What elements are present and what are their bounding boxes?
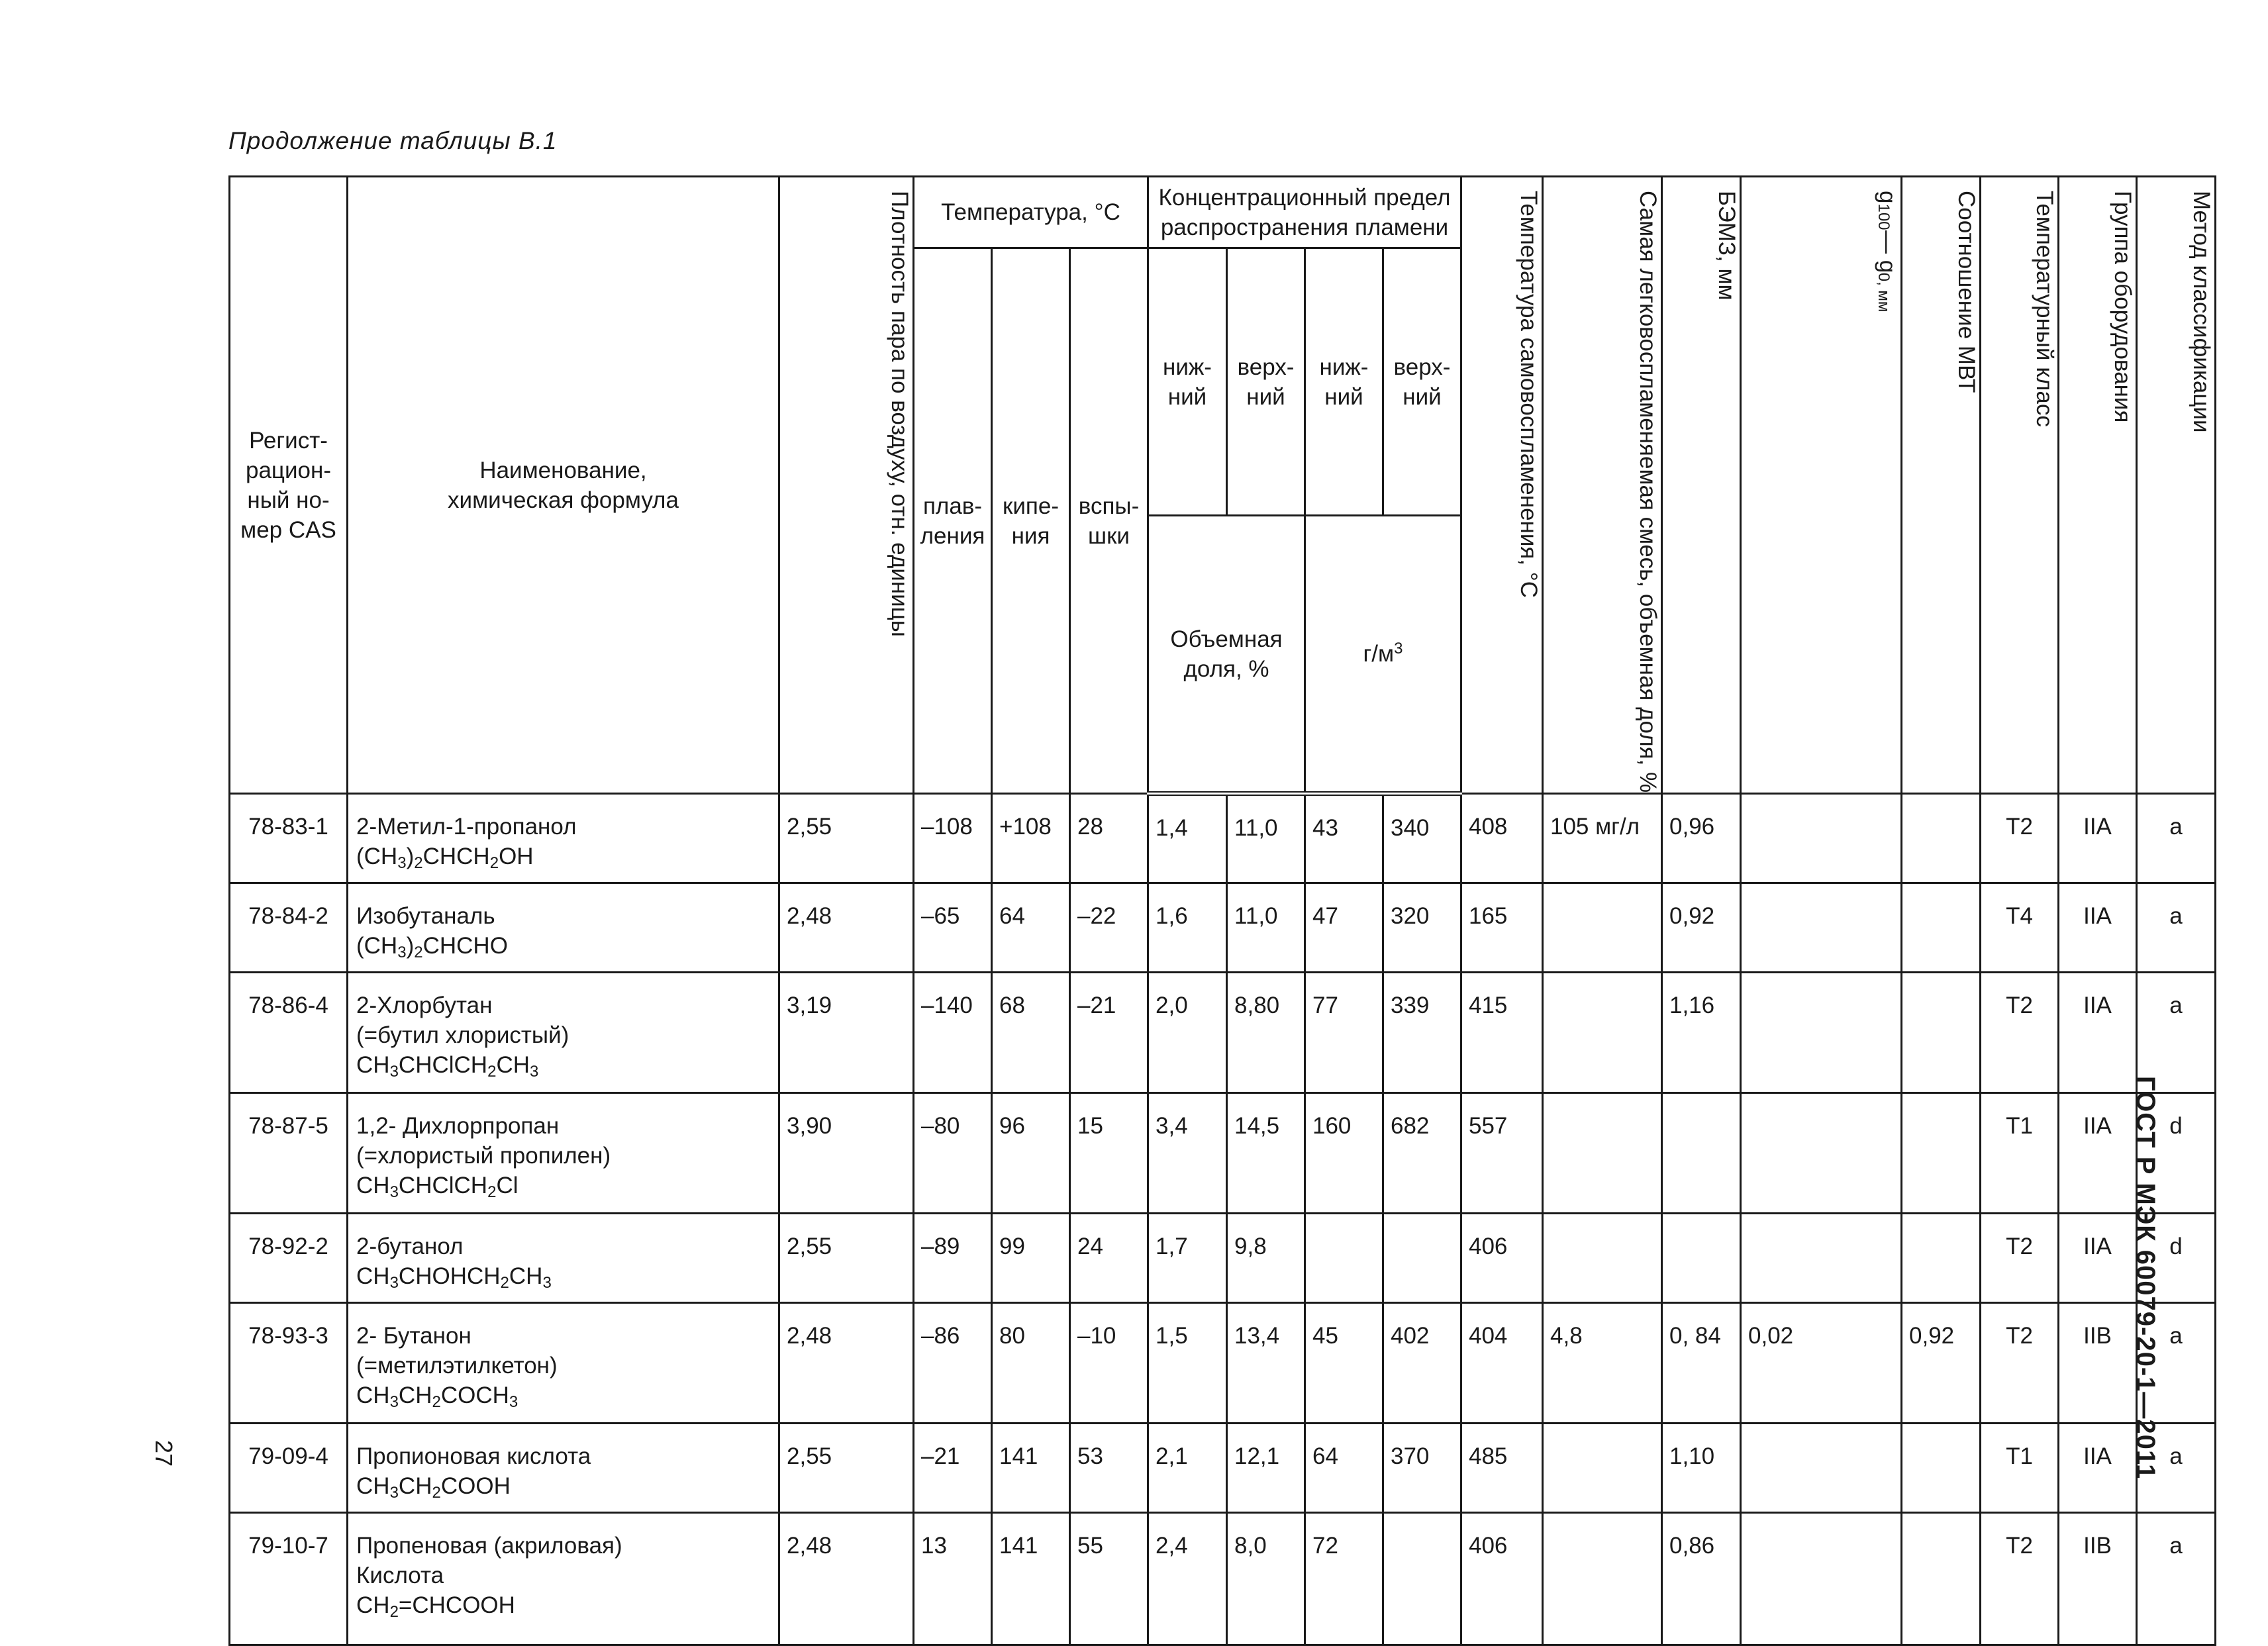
cell-lv: 1,4	[1148, 794, 1227, 883]
name-line: (=бутил хлористый)	[356, 1022, 569, 1049]
header-melt: плав-ления	[914, 248, 992, 794]
cell-density: 2,55	[779, 794, 914, 883]
name-line: Пропеновая (акриловая)	[356, 1533, 622, 1559]
cell-uv: 8,80	[1227, 973, 1305, 1093]
cell-mic: 0,92	[1902, 1303, 1981, 1424]
cell-grp: IIB	[2059, 1513, 2137, 1645]
cell-flash: 28	[1070, 794, 1148, 883]
substance-table	[228, 175, 2216, 1646]
table-row	[230, 1303, 2216, 1424]
cell-melt: –65	[914, 883, 992, 973]
name-line: $CH_3CHOHCH_2CH_3$	[356, 1263, 552, 1292]
name-line: $CH_2=CHCOOH$	[356, 1592, 515, 1622]
name-line: 2-Хлорбутан	[356, 992, 493, 1019]
header-equipment-group: Группа оборудования	[2059, 177, 2137, 794]
table-row	[230, 794, 2216, 883]
cell-mix: 105 мг/л	[1543, 794, 1662, 883]
standard-designation: ГОСТ Р МЭК 60079-20-1—2011	[2131, 1076, 2160, 1480]
cell-mesg: 0,86	[1662, 1513, 1741, 1645]
cell-mix: 4,8	[1543, 1303, 1662, 1424]
cell-mic	[1902, 794, 1981, 883]
name-line: $(CH_3)_2CHCHO$	[356, 933, 508, 962]
cell-name	[348, 1093, 779, 1214]
table-row	[230, 883, 2216, 973]
name-line: $CH_3CH_2COOH$	[356, 1473, 511, 1502]
cell-melt: –140	[914, 973, 992, 1093]
cell-mesg: 0,92	[1662, 883, 1741, 973]
cell-ait: 415	[1461, 973, 1543, 1093]
cell-lg: 160	[1305, 1093, 1383, 1214]
header-conc-limit: Концентрационный предел распространения пламени	[1148, 177, 1461, 248]
cell-m: d	[2137, 1093, 2216, 1214]
cell-lv: 1,6	[1148, 883, 1227, 973]
name-line: 2- Бутанон	[356, 1323, 471, 1349]
cell-ug: 402	[1383, 1303, 1461, 1424]
cell-flash: 24	[1070, 1214, 1148, 1303]
header-g100-g0: $g_{100}—$ $g_{0, мм}$	[1741, 177, 1902, 794]
cell-density: 3,90	[779, 1093, 914, 1214]
cell-lv: 3,4	[1148, 1093, 1227, 1214]
cell-boil: 141	[992, 1424, 1070, 1513]
cell-name	[348, 1303, 779, 1424]
header-upper-vol: верх-ний	[1227, 248, 1305, 516]
name-line: 2-бутанол	[356, 1234, 464, 1260]
cell-name	[348, 973, 779, 1093]
cell-melt: –86	[914, 1303, 992, 1424]
cell-grp: IIA	[2059, 1093, 2137, 1214]
header-flash: вспы-шки	[1070, 248, 1148, 794]
cell-lg: 47	[1305, 883, 1383, 973]
cell-density: 3,19	[779, 973, 914, 1093]
cell-g: 0,02	[1741, 1303, 1902, 1424]
cell-flash: –21	[1070, 973, 1148, 1093]
cell-ug: 340	[1383, 794, 1461, 883]
name-line: Кислота	[356, 1563, 444, 1589]
cell-m: a	[2137, 973, 2216, 1093]
cell-mix	[1543, 1513, 1662, 1645]
cell-grp: IIA	[2059, 1424, 2137, 1513]
cell-tc: T1	[1981, 1424, 2059, 1513]
cell-cas: 78-86-4	[230, 973, 348, 1093]
header-cas: Регист-рацион-ный но-мер CAS	[230, 177, 348, 794]
table-row	[230, 973, 2216, 1093]
header-most-ignitable: Самая легковоспламеняемая смесь, объемная доля, %	[1543, 177, 1662, 794]
cell-lv: 2,0	[1148, 973, 1227, 1093]
cell-g	[1741, 794, 1902, 883]
cell-mic	[1902, 1093, 1981, 1214]
cell-mix	[1543, 973, 1662, 1093]
cell-flash: 55	[1070, 1513, 1148, 1645]
cell-melt: –108	[914, 794, 992, 883]
cell-mic	[1902, 883, 1981, 973]
cell-tc: T2	[1981, 1513, 2059, 1645]
cell-name	[348, 1214, 779, 1303]
cell-name	[348, 1424, 779, 1513]
header-name: Наименование, химическая формула	[348, 177, 779, 794]
cell-lv: 1,7	[1148, 1214, 1227, 1303]
table-row	[230, 1424, 2216, 1513]
cell-ug: 320	[1383, 883, 1461, 973]
name-line: $CH_3CH_2COCH_3$	[356, 1382, 518, 1412]
cell-ait: 406	[1461, 1214, 1543, 1303]
cell-melt: –80	[914, 1093, 992, 1214]
header-lower-gm3: ниж-ний	[1305, 248, 1383, 516]
cell-g	[1741, 973, 1902, 1093]
cell-mesg	[1662, 1093, 1741, 1214]
cell-ait: 557	[1461, 1093, 1543, 1214]
cell-ait: 408	[1461, 794, 1543, 883]
cell-mesg	[1662, 1214, 1741, 1303]
cell-ait: 404	[1461, 1303, 1543, 1424]
cell-mic	[1902, 1424, 1981, 1513]
cell-ait: 406	[1461, 1513, 1543, 1645]
table-header	[230, 177, 2216, 794]
cell-grp: IIA	[2059, 973, 2137, 1093]
cell-density: 2,48	[779, 1303, 914, 1424]
name-line: 1,2- Дихлорпропан	[356, 1113, 560, 1139]
cell-mix	[1543, 1093, 1662, 1214]
header-mic-ratio: Соотношение МВТ	[1902, 177, 1981, 794]
cell-melt: 13	[914, 1513, 992, 1645]
cell-lv: 1,5	[1148, 1303, 1227, 1424]
cell-uv: 9,8	[1227, 1214, 1305, 1303]
cell-mix	[1543, 883, 1662, 973]
cell-ug: 682	[1383, 1093, 1461, 1214]
cell-lg: 77	[1305, 973, 1383, 1093]
table-caption: Продолжение таблицы В.1	[228, 127, 558, 154]
header-mesg: БЭМЗ, мм	[1662, 177, 1741, 794]
name-line: $(CH_3)_2CHCH_2OH$	[356, 844, 534, 873]
cell-cas: 79-09-4	[230, 1424, 348, 1513]
table-row	[230, 1093, 2216, 1214]
header-upper-gm3: верх-ний	[1383, 248, 1461, 516]
cell-ug	[1383, 1214, 1461, 1303]
cell-lv: 2,4	[1148, 1513, 1227, 1645]
header-temperature: Температура, °С	[914, 177, 1148, 248]
cell-ug: 370	[1383, 1424, 1461, 1513]
cell-uv: 12,1	[1227, 1424, 1305, 1513]
cell-g	[1741, 1513, 1902, 1645]
cell-cas: 78-87-5	[230, 1093, 348, 1214]
header-density: Плотность пара по воздуху, отн. единицы	[779, 177, 914, 794]
cell-g	[1741, 1093, 1902, 1214]
header-vol-fraction: Объемная доля, %	[1148, 516, 1305, 794]
cell-density: 2,48	[779, 883, 914, 973]
cell-mix	[1543, 1214, 1662, 1303]
cell-density: 2,55	[779, 1424, 914, 1513]
name-line: (=метилэтилкетон)	[356, 1353, 558, 1379]
cell-tc: T2	[1981, 794, 2059, 883]
cell-melt: –89	[914, 1214, 992, 1303]
page-number: 27	[150, 1440, 177, 1467]
cell-mesg: 0,96	[1662, 794, 1741, 883]
name-line: $CH_3CHClCH_2CH_3$	[356, 1052, 539, 1081]
table-row	[230, 1513, 2216, 1645]
cell-lg: 43	[1305, 794, 1383, 883]
cell-grp: IIA	[2059, 883, 2137, 973]
cell-ait: 165	[1461, 883, 1543, 973]
header-lower-vol: ниж-ний	[1148, 248, 1227, 516]
cell-m: d	[2137, 1214, 2216, 1303]
cell-lg: 45	[1305, 1303, 1383, 1424]
cell-cas: 78-93-3	[230, 1303, 348, 1424]
cell-tc: T2	[1981, 973, 2059, 1093]
cell-flash: –10	[1070, 1303, 1148, 1424]
cell-density: 2,48	[779, 1513, 914, 1645]
cell-lg: 72	[1305, 1513, 1383, 1645]
cell-m: a	[2137, 1424, 2216, 1513]
cell-mesg: 1,16	[1662, 973, 1741, 1093]
name-line: $CH_3CHClCH_2Cl$	[356, 1173, 518, 1202]
cell-tc: T4	[1981, 883, 2059, 973]
cell-mic	[1902, 973, 1981, 1093]
header-boil: кипе-ния	[992, 248, 1070, 794]
name-line: Пропионовая кислота	[356, 1443, 591, 1470]
cell-density: 2,55	[779, 1214, 914, 1303]
cell-flash: –22	[1070, 883, 1148, 973]
cell-flash: 53	[1070, 1424, 1148, 1513]
cell-tc: T1	[1981, 1093, 2059, 1214]
cell-boil: 99	[992, 1214, 1070, 1303]
cell-cas: 78-92-2	[230, 1214, 348, 1303]
cell-mesg: 1,10	[1662, 1424, 1741, 1513]
header-autoignition: Температура самовоспламенения, °С	[1461, 177, 1543, 794]
cell-uv: 11,0	[1227, 794, 1305, 883]
cell-boil: 64	[992, 883, 1070, 973]
cell-lg	[1305, 1214, 1383, 1303]
name-line: (=хлористый пропилен)	[356, 1143, 611, 1169]
cell-boil: +108	[992, 794, 1070, 883]
cell-cas: 79-10-7	[230, 1513, 348, 1645]
cell-g	[1741, 1214, 1902, 1303]
cell-name	[348, 883, 779, 973]
cell-grp: IIA	[2059, 1214, 2137, 1303]
cell-mic	[1902, 1214, 1981, 1303]
cell-tc: T2	[1981, 1214, 2059, 1303]
cell-boil: 68	[992, 973, 1070, 1093]
cell-cas: 78-84-2	[230, 883, 348, 973]
cell-g	[1741, 1424, 1902, 1513]
cell-m: a	[2137, 1513, 2216, 1645]
cell-uv: 11,0	[1227, 883, 1305, 973]
cell-uv: 13,4	[1227, 1303, 1305, 1424]
table-row	[230, 1214, 2216, 1303]
cell-lg: 64	[1305, 1424, 1383, 1513]
cell-name	[348, 1513, 779, 1645]
cell-ug	[1383, 1513, 1461, 1645]
cell-mesg: 0, 84	[1662, 1303, 1741, 1424]
cell-melt: –21	[914, 1424, 992, 1513]
cell-boil: 96	[992, 1093, 1070, 1214]
cell-lv: 2,1	[1148, 1424, 1227, 1513]
cell-uv: 8,0	[1227, 1513, 1305, 1645]
cell-grp: IIA	[2059, 794, 2137, 883]
name-line: 2-Метил-1-пропанол	[356, 814, 577, 840]
cell-boil: 141	[992, 1513, 1070, 1645]
cell-g	[1741, 883, 1902, 973]
cell-flash: 15	[1070, 1093, 1148, 1214]
header-gm3: $г/м^3$	[1305, 516, 1461, 794]
cell-mic	[1902, 1513, 1981, 1645]
cell-ug: 339	[1383, 973, 1461, 1093]
cell-name	[348, 794, 779, 883]
cell-grp: IIB	[2059, 1303, 2137, 1424]
name-line: Изобутаналь	[356, 903, 495, 930]
cell-m: a	[2137, 883, 2216, 973]
header-temp-class: Температурный класс	[1981, 177, 2059, 794]
cell-ait: 485	[1461, 1424, 1543, 1513]
cell-uv: 14,5	[1227, 1093, 1305, 1214]
table-body	[230, 794, 2216, 1645]
header-method: Метод классификации	[2137, 177, 2216, 794]
cell-m: a	[2137, 1303, 2216, 1424]
cell-m: a	[2137, 794, 2216, 883]
cell-boil: 80	[992, 1303, 1070, 1424]
cell-cas: 78-83-1	[230, 794, 348, 883]
cell-mix	[1543, 1424, 1662, 1513]
cell-tc: T2	[1981, 1303, 2059, 1424]
